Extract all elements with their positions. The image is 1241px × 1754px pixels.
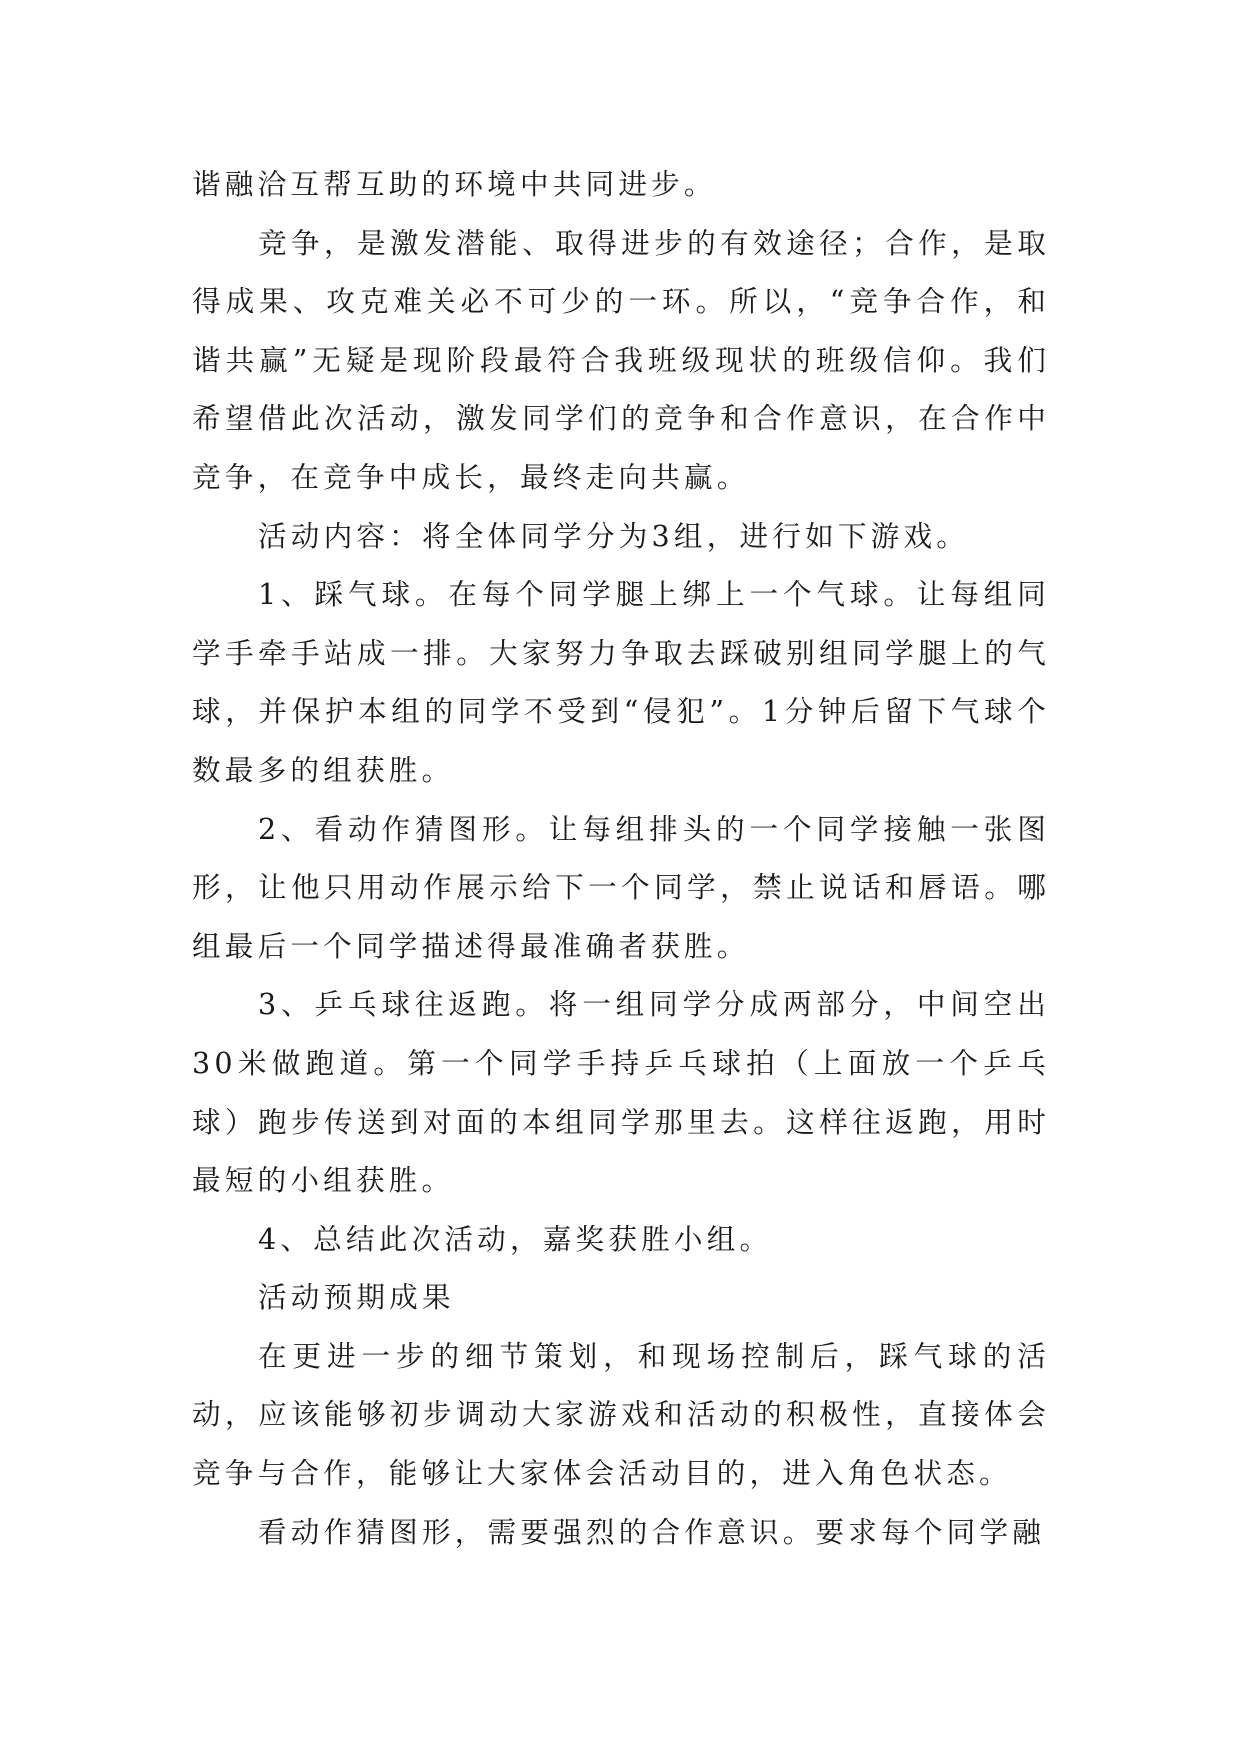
paragraph-expected-balloon: 在更进一步的细节策划，和现场控制后，踩气球的活动，应该能够初步调动大家游戏和活动的积极性，直接体会竞争与合作，能够让大家体会活动目的，进入角色状态。 [192, 1338, 1050, 1491]
paragraph-competition-cooperation: 竞争，是激发潜能、取得进步的有效途径；合作，是取得成果、攻克难关必不可少的一环。所以，“竞争合作，和谐共赢”无疑是现阶段最符合我班级现状的班级信仰。我们希望借此次活动，激发同学们的竞争和合作意识，在合作中竞争，在竞争中成长，最终走向共赢。 [192, 225, 1050, 494]
paragraph-expected-guess-shape: 看动作猜图形，需要强烈的合作意识。要求每个同学融 [258, 1514, 1046, 1549]
document-body [192, 155, 1050, 1561]
paragraph-activity-content: 活动内容：将全体同学分为3组，进行如下游戏。 [258, 518, 970, 553]
paragraph-continuation: 谐融洽互帮互助的环境中共同进步。 [192, 167, 717, 201]
paragraph-summary: 4、总结此次活动，嘉奖获胜小组。 [258, 1221, 773, 1256]
paragraph-balloon-game: 1、踩气球。在每个同学腿上绑上一个气球。让每组同学手牵手站成一排。大家努力争取去踩破别组同学腿上的气球，并保护本组的同学不受到“侵犯”。1分钟后留下气球个数最多的组获胜。 [192, 577, 1050, 787]
section-heading-expected-results: 活动预期成果 [258, 1280, 455, 1315]
paragraph-guess-shape-game: 2、看动作猜图形。让每组排头的一个同学接触一张图形，让他只用动作展示给下一个同学，禁止说话和唇语。哪组最后一个同学描述得最准确者获胜。 [192, 811, 1050, 963]
paragraph-ping-pong-relay: 3、乒乓球往返跑。将一组同学分成两部分，中间空出30米做跑道。第一个同学手持乒乓球拍（上面放一个乒乓球）跑步传送到对面的本组同学那里去。这样往返跑，用时最短的小组获胜。 [192, 987, 1050, 1198]
